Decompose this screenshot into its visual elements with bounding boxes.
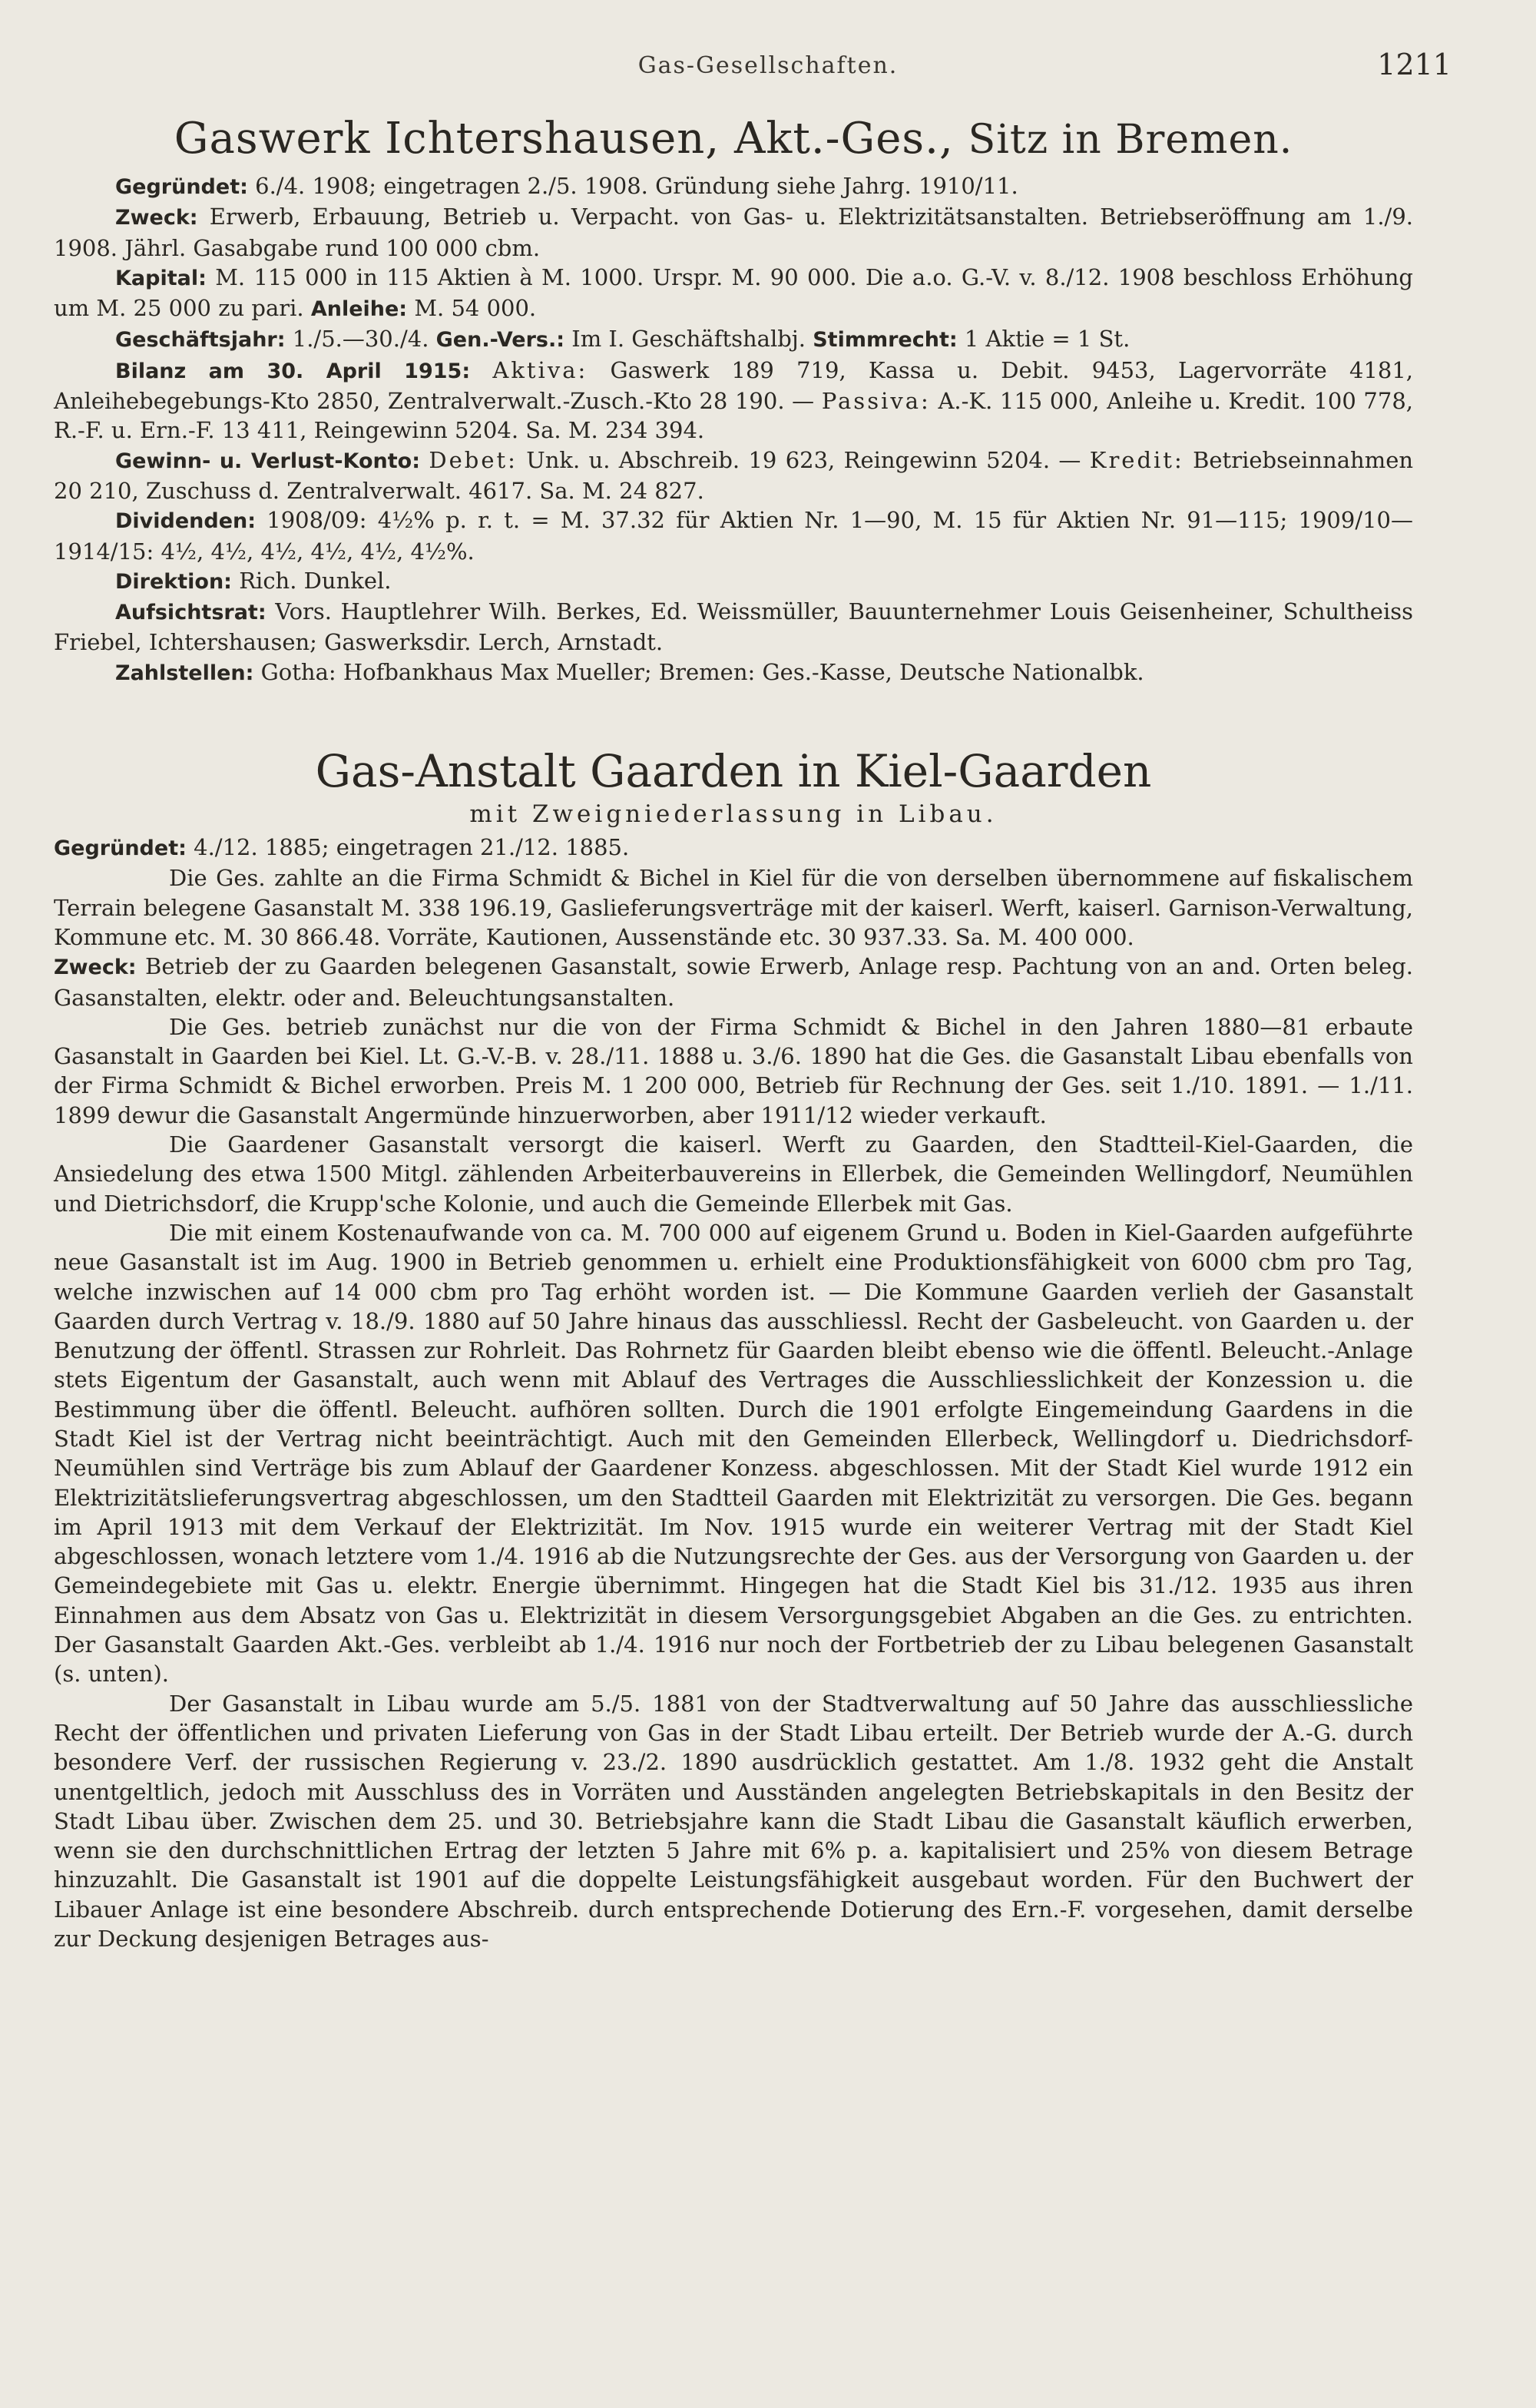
- text-kredit: Betriebseinnahmen 20 210, Zuschuss d. Zentralverwalt. 4617. Sa. M. 24 827.: [54, 446, 1414, 504]
- text-aufsichtsrat: Vors. Hauptlehrer Wilh. Berkes, Ed. Weissmüller, Bauunternehmer Louis Geisenheiner, Schultheiss Friebel, Ichtershausen; Gaswerksdir. Lerch, Arnstadt.: [54, 598, 1413, 656]
- page-number: 1211: [1377, 48, 1452, 81]
- text-passiva: A.-K. 115 000, Anleihe u. Kredit. 100 778, R.-F. u. Ern.-F. 13 411, Reingewinn 5204. Sa. M. 234 394.: [54, 388, 1414, 444]
- text-debet: Unk. u. Abschreib. 19 623, Reingewinn 5204. —: [526, 446, 1081, 473]
- company1-title: [54, 112, 1413, 167]
- company1-direktion: [54, 566, 1413, 597]
- company1-bilanz: [54, 356, 1413, 445]
- company1-gegruendet: [54, 171, 1413, 202]
- label-bilanz: Bilanz am 30. April 1915:: [115, 359, 471, 383]
- label-zweck-2: Zweck:: [54, 956, 137, 980]
- text-zweck-2: Betrieb der zu Gaarden belegenen Gasanstalt, sowie Erwerb, Anlage resp. Pachtung von an and. Orten beleg. Gasanstalten, elektr. oder and. Beleuchtungsanstalten.: [54, 953, 1414, 1011]
- label-anleihe: Anleihe:: [310, 297, 408, 322]
- company2-zweck: [54, 952, 1413, 1012]
- text-gegruendet-2: 4./12. 1885; eingetragen 21./12. 1885.: [194, 834, 630, 861]
- label-gegruendet: Gegründet:: [115, 175, 248, 199]
- label-debet: Debet:: [429, 446, 518, 473]
- text-zahlstellen: Gotha: Hofbankhaus Max Mueller; Bremen: Ges.-Kasse, Deutsche Nationalbk.: [260, 658, 1144, 685]
- page-header: [0, 46, 1536, 92]
- text-stimmrecht: 1 Aktie = 1 St.: [964, 326, 1130, 353]
- text-gegruendet: 6./4. 1908; eingetragen 2./5. 1908. Gründung siehe Jahrg. 1910/11.: [255, 173, 1018, 199]
- label-geschaeftsjahr: Geschäftsjahr:: [115, 328, 286, 353]
- text-kapital: M. 115 000 in 115 Aktien à M. 1000. Urspr. M. 90 000. Die a.o. G.-V. v. 8./12. 1908 beschloss Erhöhung um M. 25 000 zu pari.: [54, 263, 1413, 322]
- company1-zweck: [54, 202, 1413, 263]
- label-zweck: Zweck:: [115, 206, 198, 230]
- text-zweck: Erwerb, Erbauung, Betrieb u. Verpacht. von Gas- u. Elektrizitätsanstalten. Betriebseröffnung am 1./9. 1908. Jährl. Gasabgabe rund 100 000 cbm.: [54, 204, 1413, 261]
- company1-geschaeftsjahr: [54, 324, 1413, 355]
- company2-paragraph-5: Der Gasanstalt in Libau wurde am 5./5. 1881 von der Stadtverwaltung auf 50 Jahre das ausschliessliche Recht der öffentlichen und privaten Lieferung von Gas in der Stadt Libau erteilt. Der Betrieb wurde der A.-G. durch besondere Verf. der russischen Regierung v. 23./2. 1890 ausdrücklich gestattet. Am 1./8. 1932 geht die Anstalt unentgeltlich, jedoch mit Ausschluss des in Vorräten und Ausständen angelegten Betriebskapitals in den Besitz der Stadt Libau über. Zwischen dem 25. und 30. Betriebsjahre kann die Stadt Libau die Gasanstalt käuflich erwerben, wenn sie den durchschnittlichen Ertrag der letzten 5 Jahre mit 6% p. a. kapitalisiert und 25% von diesem Betrage hinzuzahlt. Die Gasanstalt ist 1901 auf die doppelte Leistungsfähigkeit ausgebaut worden. Für den Buchwert der Libauer Anlage ist eine besondere Abschreib. durch entsprechende Dotierung des Ern.-F. vorgesehen, damit derselbe zur Deckung desjenigen Betrages aus-: [54, 1690, 1413, 1953]
- label-genvers: Gen.-Vers.:: [435, 328, 565, 353]
- label-aktiva: Aktiva:: [492, 356, 588, 383]
- company2-paragraph-3: Die Gaardener Gasanstalt versorgt die kaiserl. Werft zu Gaarden, den Stadtteil-Kiel-Gaarden, die Ansiedelung des etwa 1500 Mitgl. zählenden Arbeiterbauvereins in Ellerbek, die Gemeinden Wellingdorf, Neumühlen und Dietrichsdorf, die Krupp'sche Kolonie, und auch die Gemeinde Ellerbek mit Gas.: [54, 1131, 1413, 1217]
- company1-aufsichtsrat: [54, 597, 1413, 657]
- label-stimmrecht: Stimmrecht:: [813, 328, 958, 353]
- company2-subtitle: mit Zweigniederlassung in Libau.: [469, 800, 998, 829]
- text-geschaeftsjahr: 1./5.—30./4.: [292, 326, 429, 353]
- label-gegruendet-2: Gegründet:: [54, 836, 187, 861]
- text-aktiva: Gaswerk 189 719, Kassa u. Debit. 9453, Lagervorräte 4181, Anleihebegebungs-Kto 2850, Zentralverwalt.-Zusch.-Kto 28 190. —: [54, 356, 1414, 415]
- company2-gegruendet: [54, 833, 1413, 863]
- text-genvers: Im I. Geschäftshalbj.: [571, 326, 806, 353]
- label-passiva: Passiva:: [821, 388, 931, 415]
- company1-dividenden: [54, 505, 1413, 566]
- company2-paragraph-2: Die Ges. betrieb zunächst nur die von der Firma Schmidt & Bichel in den Jahren 1880—81 erbaute Gasanstalt in Gaarden bei Kiel. Lt. G.-V.-B. v. 28./11. 1888 u. 3./6. 1890 hat die Ges. die Gasanstalt Libau ebenfalls von der Firma Schmidt & Bichel erworben. Preis M. 1 200 000, Betrieb für Rechnung der Ges. seit 1./10. 1891. — 1./11. 1899 dewur die Gasanstalt Angermünde hinzuerworben, aber 1911/12 wieder verkauft.: [54, 1013, 1413, 1128]
- text-dividenden: 1908/09: 4½% p. r. t. = M. 37.32 für Aktien Nr. 1—90, M. 15 für Aktien Nr. 91—115; 1909/10—1914/15: 4½, 4½, 4½, 4½, 4½, 4½%.: [54, 507, 1414, 565]
- company1-guv: [54, 445, 1413, 506]
- label-dividenden: Dividenden:: [115, 509, 257, 534]
- company2-paragraph-1: Die Ges. zahlte an die Firma Schmidt & Bichel in Kiel für die von derselben übernommene auf fiskalischem Terrain belegene Gasanstalt M. 338 196.19, Gaslieferungsverträge mit der kaiserl. Werft, kaiserl. Garnison-Verwaltung, Kommune etc. M. 30 866.48. Vorräte, Kautionen, Aussenstände etc. 30 937.33. Sa. M. 400 000.: [54, 865, 1413, 950]
- company1-kapital: [54, 263, 1413, 325]
- page-content: [54, 108, 1413, 1953]
- label-kapital: Kapital:: [115, 266, 207, 290]
- text-direktion: Rich. Dunkel.: [239, 567, 392, 594]
- text-anleihe: M. 54 000.: [414, 295, 537, 322]
- label-zahlstellen: Zahlstellen:: [115, 661, 254, 685]
- company2-paragraph-4: Die mit einem Kostenaufwande von ca. M. 700 000 auf eigenem Grund u. Boden in Kiel-Gaarden aufgeführte neue Gasanstalt ist im Aug. 1900 in Betrieb genommen u. erhielt eine Produktionsfähigkeit von 6000 cbm pro Tag, welche inzwischen auf 14 000 cbm pro Tag erhöht worden ist. — Die Kommune Gaarden verlieh der Gasanstalt Gaarden durch Vertrag v. 18./9. 1880 auf 50 Jahre hinaus das ausschliessl. Recht der Gasbeleucht. von Gaarden u. der Benutzung der öffentl. Strassen zur Rohrleit. Das Rohrnetz für Gaarden bleibt ebenso wie die öffentl. Beleucht.-Anlage stets Eigentum der Gasanstalt, auch wenn mit Ablauf des Vertrages die Ausschliesslichkeit der Konzession u. die Bestimmung über die öffentl. Beleucht. aufhören sollten. Durch die 1901 erfolgte Eingemeindung Gaardens in die Stadt Kiel ist der Vertrag nicht beeinträchtigt. Auch mit den Gemeinden Ellerbeck, Wellingdorf u. Diedrichsdorf-Neumühlen sind Verträge bis zum Ablauf der Gaardener Konzess. abgeschlossen. Mit der Stadt Kiel wurde 1912 ein Elektrizitätslieferungsvertrag abgeschlossen, um den Stadtteil Gaarden mit Elektrizität zu versorgen. Die Ges. begann im April 1913 mit dem Verkauf der Elektrizität. Im Nov. 1915 wurde ein weiterer Vertrag mit der Stadt Kiel abgeschlossen, wonach letztere vom 1./4. 1916 ab die Nutzungsrechte der Ges. aus der Versorgung von Gaarden u. der Gemeindegebiete mit Gas u. elektr. Energie übernimmt. Hingegen hat die Stadt Kiel bis 31./12. 1935 aus ihren Einnahmen aus dem Absatz von Gas u. Elektrizität in diesem Versorgungsgebiet Abgaben an die Ges. zu entrichten. Der Gasanstalt Gaarden Akt.-Ges. verbleibt ab 1./4. 1916 nur noch der Fortbetrieb der zu Libau belegenen Gasanstalt (s. unten).: [54, 1219, 1413, 1688]
- company1-name: Gaswerk Ichtershausen, Akt.-Ges.,: [174, 114, 954, 164]
- label-aufsichtsrat: Aufsichtsrat:: [115, 601, 266, 625]
- label-kredit: Kredit:: [1089, 446, 1184, 473]
- company1-zahlstellen: [54, 657, 1413, 688]
- company2-title: Gas-Anstalt Gaarden in Kiel-Gaarden: [315, 745, 1152, 798]
- label-direktion: Direktion:: [115, 569, 232, 594]
- label-guv: Gewinn- u. Verlust-Konto:: [115, 449, 421, 473]
- running-head: Gas-Gesellschaften.: [637, 52, 899, 79]
- company1-seat: Sitz in Bremen.: [968, 117, 1293, 163]
